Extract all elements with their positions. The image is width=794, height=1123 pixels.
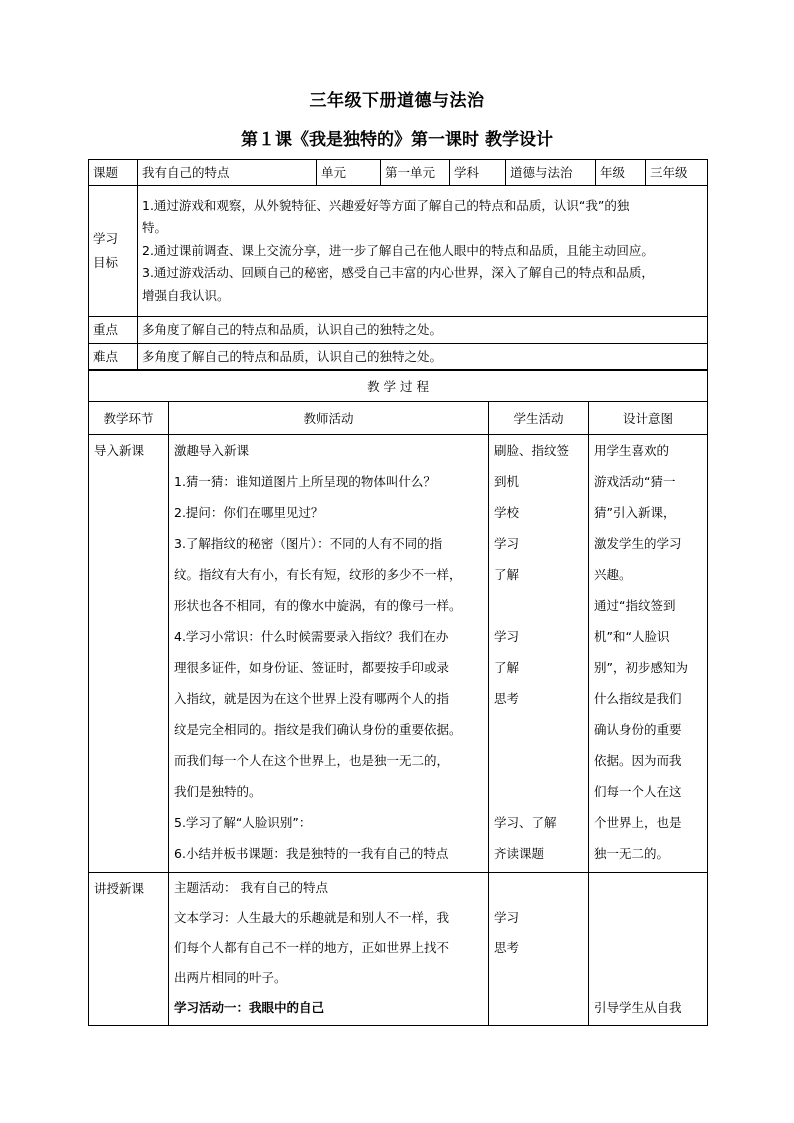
teacher-line: 5.学习了解“人脸识别”： [174,815,312,830]
key-label: 重点 [89,317,138,344]
goal-line: 2.通过课前调查、课上交流分享，进一步了解自己在他人眼中的特点和品质，且能主动回应。 [142,242,654,258]
intent-line: 们每一个人在这 [594,784,682,799]
section-row-intro [89,435,708,873]
teacher-line: 出两片相同的叶子。 [174,970,287,985]
student-line: 了解 [494,660,520,675]
intent-line: 什么指纹是我们 [594,691,682,706]
lesson-info-table [88,159,708,371]
difficulty-value: 多角度了解自己的特点和品质，认识自己的独特之处。 [138,344,708,371]
section-row-teaching [89,873,708,1026]
intent-line: 个世界上，也是 [594,815,682,830]
key-value: 多角度了解自己的特点和品质，认识自己的独特之处。 [138,317,708,344]
student-teaching [489,873,589,1026]
intent-line: 游戏活动“猜一 [594,474,676,489]
goal-line: 特。 [142,220,168,236]
teacher-teaching [169,873,489,1026]
student-line: 学校 [494,505,520,520]
intent-line: 用学生喜欢的 [594,443,670,458]
student-line: 学习 [494,629,520,644]
teacher-line: 们每个人都有自己不一样的地方，正如世界上找不 [174,940,450,955]
intent-line: 确认身份的重要 [594,722,682,737]
teacher-line: 纹是完全相同的。指纹是我们确认身份的重要依据。 [174,722,462,737]
student-line: 齐读课题 [494,846,545,861]
document-subtitle: 第１课《我是独特的》第一课时 教学设计 [241,130,553,150]
student-line: 刷脸、指纹签 [494,443,570,458]
process-header-row [89,402,708,435]
teacher-line: 文本学习：人生最大的乐趣就是和别人不一样，我 [174,910,450,925]
teaching-process-table [88,369,708,1026]
intent-line: 猜”引入新课， [594,505,676,520]
teacher-line: 纹。指纹有大有小，有长有短，纹形的多少不一样， [174,567,462,582]
col-stage-header: 教学环节 [89,402,169,435]
teacher-line: 形状也各不相同，有的像水中旋涡，有的像弓一样。 [174,598,462,613]
grade-label: 年级 [596,160,646,186]
student-line: 学习 [494,910,520,925]
subject-label: 学科 [450,160,506,186]
col-teacher-header: 教师活动 [169,402,489,435]
goals-content [138,186,708,317]
intent-line: 通过“指纹签到 [594,598,676,613]
intent-line [594,873,702,903]
intent-line [594,963,702,993]
unit-value: 第一单元 [381,160,450,186]
teacher-line: 2.提问：你们在哪里见过？ [174,505,324,520]
col-student-header: 学生活动 [489,402,589,435]
goal-line: 增强自我认识。 [142,287,230,303]
goal-line: 3.通过游戏活动、回顾自己的秘密，感受自己丰富的内心世界，深入了解自己的特点和品质， [142,265,654,281]
student-intro [489,435,589,873]
process-title: 教 学 过 程 [89,370,708,402]
info-row-goals [89,186,708,317]
goals-label: 学习目标 [89,186,138,317]
student-line [494,963,583,993]
intent-line: 机”和“人脸识 [594,629,670,644]
difficulty-label: 难点 [89,344,138,371]
teacher-line: 我们是独特的。 [174,784,262,799]
intent-line [594,903,702,933]
student-line [494,590,583,621]
subject-value: 道德与法治 [506,160,596,186]
goal-line: 1.通过游戏和观察，从外貌特征、兴趣爱好等方面了解自己的特点和品质，认识“我”的独 [142,197,630,213]
intent-intro [589,435,708,873]
teacher-line: 入指纹，就是因为在这个世界上没有哪两个人的指 [174,691,450,706]
grade-value: 三年级 [646,160,708,186]
student-line: 学习 [494,536,520,551]
info-row-difficulty [89,344,708,371]
student-line: 了解 [494,567,520,582]
col-intent-header: 设计意图 [589,402,708,435]
student-line [494,745,583,776]
teacher-line: 1.猜一猜：谁知道图片上所呈现的物体叫什么？ [174,474,436,489]
intent-line [594,933,702,963]
topic-label: 课题 [89,160,138,186]
stage-teaching: 讲授新课 [89,873,169,1026]
student-line [494,776,583,807]
teacher-line: 3.了解指纹的秘密（图片）：不同的人有不同的指 [174,536,443,551]
student-line: 到机 [494,474,520,489]
intent-line: 激发学生的学习 [594,536,682,551]
student-line: 思考 [494,940,520,955]
stage-intro: 导入新课 [89,435,169,873]
student-line: 学习、了解 [494,815,557,830]
teacher-line: 6.小结并板书课题：我是独特的一我有自己的特点 [174,846,449,861]
teacher-line: 主题活动： 我有自己的特点 [174,880,328,895]
teacher-line: 而我们每一个人在这个世界上，也是独一无二的， [174,753,450,768]
info-row-topic [89,160,708,186]
intent-line: 依据。因为而我 [594,753,682,768]
info-row-key [89,317,708,344]
student-line [494,714,583,745]
teacher-line: 激趣导入新课 [174,443,250,458]
document-title: 三年级下册道德与法治 [309,91,485,111]
intent-line: 兴趣。 [594,567,632,582]
unit-label: 单元 [317,160,381,186]
teacher-line: 学习活动一：我眼中的自己 [174,1000,325,1015]
teacher-intro [169,435,489,873]
intent-line: 引导学生从自我 [594,1000,682,1015]
teacher-line: 4.学习小常识：什么时候需要录入指纹？我们在办 [174,629,449,644]
intent-line: 独一无二的。 [594,846,670,861]
student-line [494,873,583,903]
intent-teaching [589,873,708,1026]
intent-line: 别”，初步感知为 [594,660,688,675]
student-line: 思考 [494,691,520,706]
process-title-row [89,370,708,402]
teacher-line: 理很多证件，如身份证、签证时，都要按手印或录 [174,660,450,675]
student-line [494,993,583,1023]
topic-value: 我有自己的特点 [138,160,317,186]
